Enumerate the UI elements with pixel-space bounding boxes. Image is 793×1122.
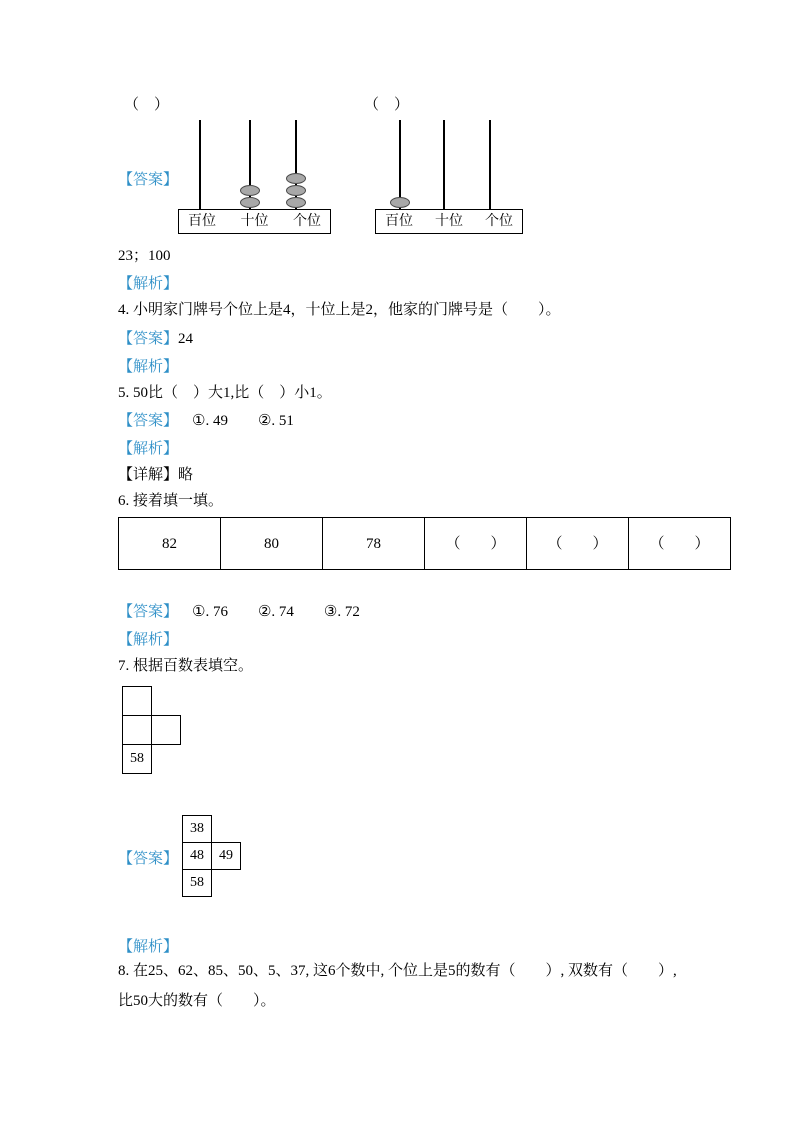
place-label-ones: 个位 — [485, 213, 513, 229]
abacus-bead — [286, 173, 306, 184]
answer-label: 【答案】 — [118, 851, 179, 867]
question-5-text: 5. 50比（ ）大1,比（ ）小1。 — [118, 385, 332, 401]
analysis-label: 【解析】 — [118, 939, 179, 955]
table-cell: （ ） — [425, 517, 527, 570]
place-label-ones: 个位 — [293, 213, 321, 229]
abacus-bead — [240, 197, 260, 208]
question-4-answer-line — [118, 329, 193, 349]
question-6-table — [118, 517, 731, 570]
right-abacus-place-box — [375, 209, 523, 234]
hundred-chart-cell-empty — [151, 715, 181, 745]
question-4-answer-value: 24 — [178, 331, 194, 347]
place-label-tens: 十位 — [435, 213, 463, 229]
detail-label: 【详解】 — [118, 467, 179, 483]
abacus-bead — [286, 197, 306, 208]
abacus-bead — [240, 185, 260, 196]
abacus-bead — [286, 185, 306, 196]
answer-label: 【答案】 — [118, 413, 179, 429]
right-abacus-blank: （ ） — [364, 97, 410, 113]
abacus-rod — [399, 120, 401, 209]
left-abacus-blank: （ ） — [124, 97, 170, 113]
place-label-tens: 十位 — [240, 213, 269, 229]
answer-grid-cell-bottom: 58 — [182, 869, 212, 897]
place-label-hundreds: 百位 — [188, 213, 216, 229]
abacus-rod — [199, 120, 201, 209]
answer-label: 【答案】 — [118, 172, 179, 188]
place-label-hundreds: 百位 — [385, 213, 413, 229]
analysis-label: 【解析】 — [118, 632, 179, 648]
question-6-text: 6. 接着填一填。 — [118, 493, 224, 509]
answer-label: 【答案】 — [118, 331, 179, 347]
analysis-label: 【解析】 — [118, 359, 179, 375]
question-6-answer-value: ①. 76 ②. 74 ③. 72 — [192, 604, 360, 620]
answer-grid-cell-mid-right: 49 — [211, 842, 241, 870]
answer-grid-cell-mid-left: 48 — [182, 842, 212, 870]
question-6-answer-line — [118, 602, 360, 622]
hundred-chart-cell-58: 58 — [122, 744, 152, 774]
question-5-answer-value: ①. 49 ②. 51 — [192, 413, 294, 429]
hundred-chart-cell-empty — [122, 686, 152, 716]
question-8-text-line2: 比50大的数有（ ）。 — [118, 993, 276, 1009]
question-4-text: 4. 小明家门牌号个位上是4，十位上是2，他家的门牌号是（ ）。 — [118, 302, 561, 318]
answer-label: 【答案】 — [118, 604, 179, 620]
question-5-answer-line — [118, 411, 294, 431]
question-7-text: 7. 根据百数表填空。 — [118, 658, 254, 674]
question-5-detail-value: 略 — [178, 467, 194, 483]
analysis-label: 【解析】 — [118, 441, 179, 457]
analysis-label: 【解析】 — [118, 276, 179, 292]
table-cell: 82 — [118, 517, 221, 570]
hundred-chart-cell-empty — [122, 715, 152, 745]
table-cell: 78 — [323, 517, 425, 570]
table-cell: （ ） — [527, 517, 629, 570]
top-answer-text: 23；100 — [118, 248, 171, 264]
table-cell: 80 — [221, 517, 323, 570]
answer-grid-cell-top: 38 — [182, 815, 212, 843]
table-cell: （ ） — [629, 517, 731, 570]
question-5-detail-line — [118, 465, 193, 485]
abacus-rod — [489, 120, 491, 209]
question-8-text-line1: 8. 在25、62、85、50、5、37, 这6个数中, 个位上是5的数有（ ）, 双数有（ ）, — [118, 963, 677, 979]
abacus-bead — [390, 197, 410, 208]
abacus-rod — [443, 120, 445, 209]
left-abacus-place-box — [178, 209, 331, 234]
